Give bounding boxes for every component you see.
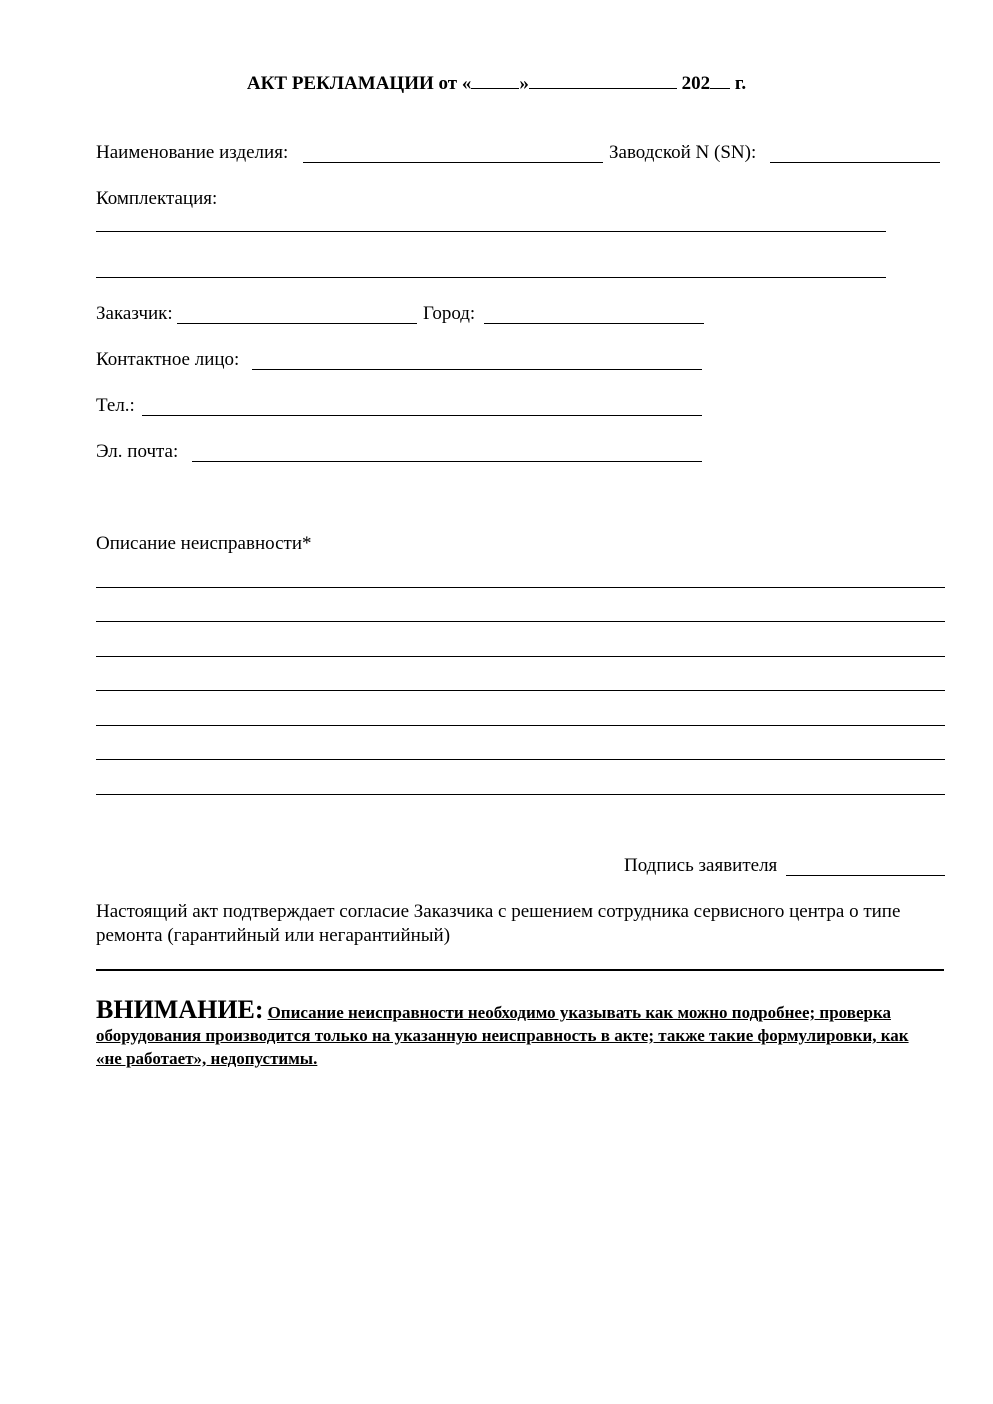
warning-heading: ВНИМАНИЕ:	[96, 995, 264, 1024]
title-year: 202	[681, 73, 711, 94]
kit-label: Комплектация:	[96, 188, 218, 209]
title-prefix: АКТ РЕКЛАМАЦИИ от «	[246, 73, 472, 94]
product-name-field[interactable]	[303, 162, 603, 163]
separator-line	[96, 969, 944, 971]
month-blank[interactable]	[529, 72, 677, 89]
signature-field[interactable]	[786, 875, 945, 876]
city-field[interactable]	[484, 323, 704, 324]
defect-line[interactable]	[96, 794, 945, 795]
defect-label: Описание неисправности*	[96, 533, 312, 554]
city-label: Город:	[423, 303, 476, 324]
customer-field[interactable]	[177, 323, 417, 324]
email-label: Эл. почта:	[96, 441, 179, 462]
kit-field-line-2[interactable]	[96, 277, 886, 278]
kit-field-line-1[interactable]	[96, 231, 886, 232]
day-blank[interactable]	[471, 72, 519, 89]
title-mid: »	[519, 73, 529, 94]
defect-line[interactable]	[96, 725, 945, 726]
product-name-label: Наименование изделия:	[96, 142, 289, 163]
signature-label: Подпись заявителя	[624, 855, 778, 876]
customer-label: Заказчик:	[96, 303, 173, 324]
phone-label: Тел.:	[96, 395, 135, 416]
phone-field[interactable]	[142, 415, 702, 416]
year-blank[interactable]	[710, 72, 730, 89]
title-suffix: г.	[734, 73, 747, 94]
defect-line[interactable]	[96, 690, 945, 691]
warning-text: Описание неисправности необходимо указывать как можно подробнее; проверка оборудования производится только на указанную неисправность в акте; также такие формулировки, как «не работает», недопустимы.	[96, 1003, 909, 1068]
agreement-note: Настоящий акт подтверждает согласие Заказчика с решением сотрудника сервисного центра о типе ремонта (гарантийный или негарантийный)	[96, 901, 901, 946]
serial-field[interactable]	[770, 162, 940, 163]
defect-line[interactable]	[96, 656, 945, 657]
defect-line[interactable]	[96, 621, 945, 622]
page-title	[0, 72, 993, 95]
contact-label: Контактное лицо:	[96, 349, 240, 370]
contact-field[interactable]	[252, 369, 702, 370]
email-field[interactable]	[192, 461, 702, 462]
serial-label: Заводской N (SN):	[609, 142, 757, 163]
defect-line[interactable]	[96, 759, 945, 760]
defect-line[interactable]	[96, 587, 945, 588]
warning-block	[96, 996, 926, 1070]
